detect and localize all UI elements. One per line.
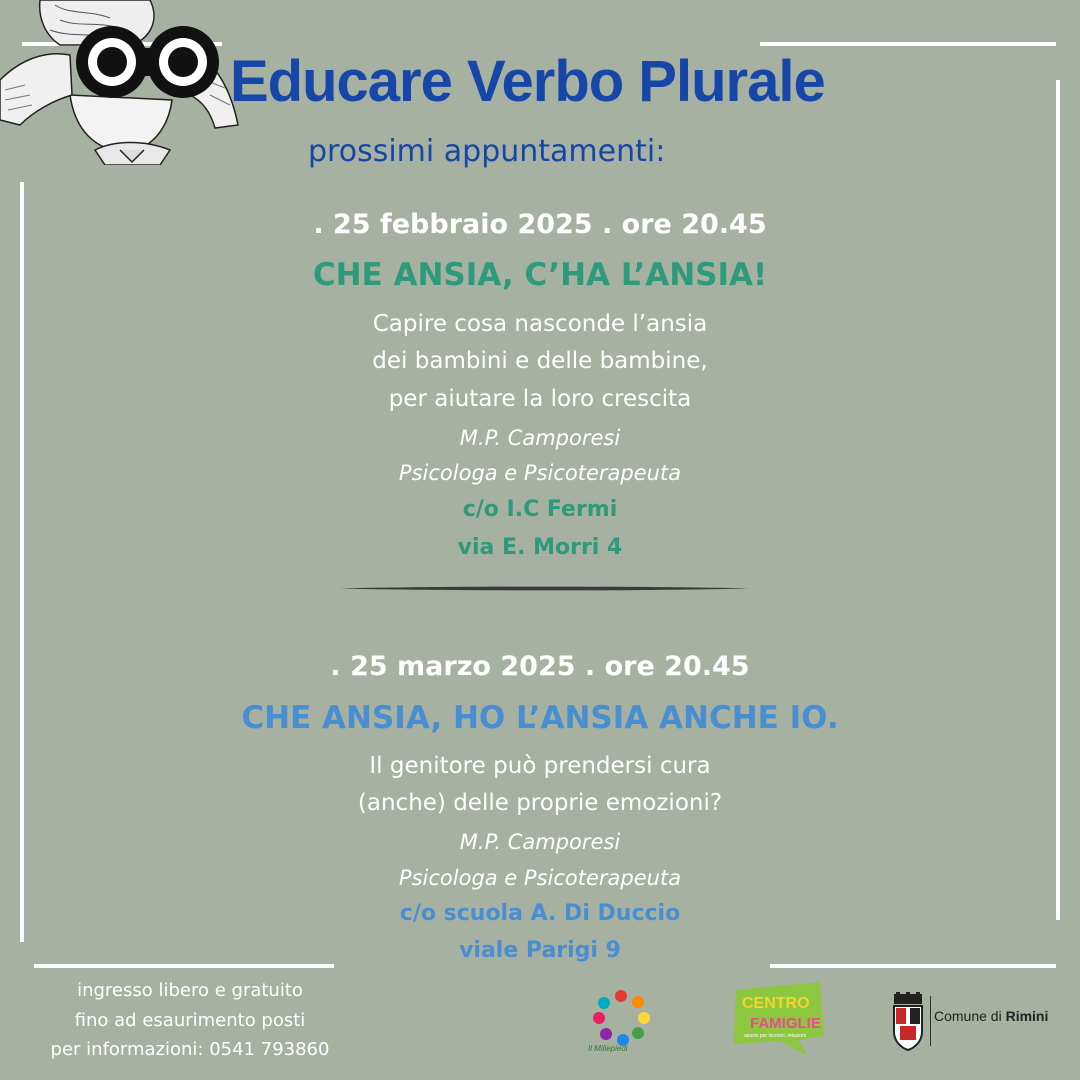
footer-info-line: per informazioni: 0541 793860 xyxy=(50,1039,330,1060)
event-2-venue: c/o scuola A. Di Duccio xyxy=(399,901,681,926)
event-1-date: . 25 febbraio 2025 . ore 20.45 xyxy=(313,209,767,240)
event-2-description-line: Il genitore può prendersi cura xyxy=(369,753,711,779)
comune-prefix: Comune di xyxy=(934,1008,1002,1024)
page-title: Educare Verbo Plurale xyxy=(230,49,825,114)
footer-info-line: ingresso libero e gratuito xyxy=(77,980,303,1001)
comune-rimini-crest-icon xyxy=(888,992,928,1052)
event-1-speaker: M.P. Camporesi xyxy=(459,426,621,450)
comune-separator xyxy=(930,996,931,1046)
event-1-address: via E. Morri 4 xyxy=(457,535,623,560)
event-2-description-line: (anche) delle proprie emozioni? xyxy=(357,790,723,816)
event-1-venue: c/o I.C Fermi xyxy=(462,497,618,522)
millepiedi-logo-text: Il Millepiedi xyxy=(588,1044,628,1053)
event-2-address: viale Parigi 9 xyxy=(459,938,621,963)
frame-line-top-right xyxy=(760,42,1056,46)
svg-text:FAMIGLIE: FAMIGLIE xyxy=(750,1015,821,1032)
frame-line-left xyxy=(20,182,24,942)
event-2-headline: CHE ANSIA, HO L’ANSIA ANCHE IO. xyxy=(241,700,839,736)
binoculars-woman-illustration xyxy=(0,0,240,165)
frame-line-bottom-right xyxy=(770,964,1056,968)
event-2-date: . 25 marzo 2025 . ore 20.45 xyxy=(330,651,750,682)
comune-rimini-label xyxy=(934,1008,1048,1024)
svg-text:CENTRO: CENTRO xyxy=(742,995,810,1012)
event-1-speaker-role: Psicologa e Psicoterapeuta xyxy=(398,461,682,485)
svg-text:spazio per incontri, relazioni: spazio per incontri, relazioni xyxy=(744,1033,806,1039)
comune-name: Rimini xyxy=(1005,1008,1049,1024)
event-1-headline: CHE ANSIA, C’HA L’ANSIA! xyxy=(312,257,768,293)
footer-info-line: fino ad esaurimento posti xyxy=(74,1010,306,1031)
event-1-description-line: Capire cosa nasconde l’ansia xyxy=(372,311,708,337)
section-divider xyxy=(340,586,748,591)
event-1-description-line: per aiutare la loro crescita xyxy=(388,386,692,412)
event-2-speaker-role: Psicologa e Psicoterapeuta xyxy=(398,866,682,890)
centro-famiglie-logo-icon xyxy=(728,978,828,1058)
page-subtitle: prossimi appuntamenti: xyxy=(308,134,666,169)
event-1-description-line: dei bambini e delle bambine, xyxy=(372,348,708,374)
frame-line-bottom-left xyxy=(34,964,334,968)
centro-famiglie-logo-label: CENTRO per le FAMIGLIE xyxy=(740,1060,752,1061)
event-2-speaker: M.P. Camporesi xyxy=(459,830,621,854)
